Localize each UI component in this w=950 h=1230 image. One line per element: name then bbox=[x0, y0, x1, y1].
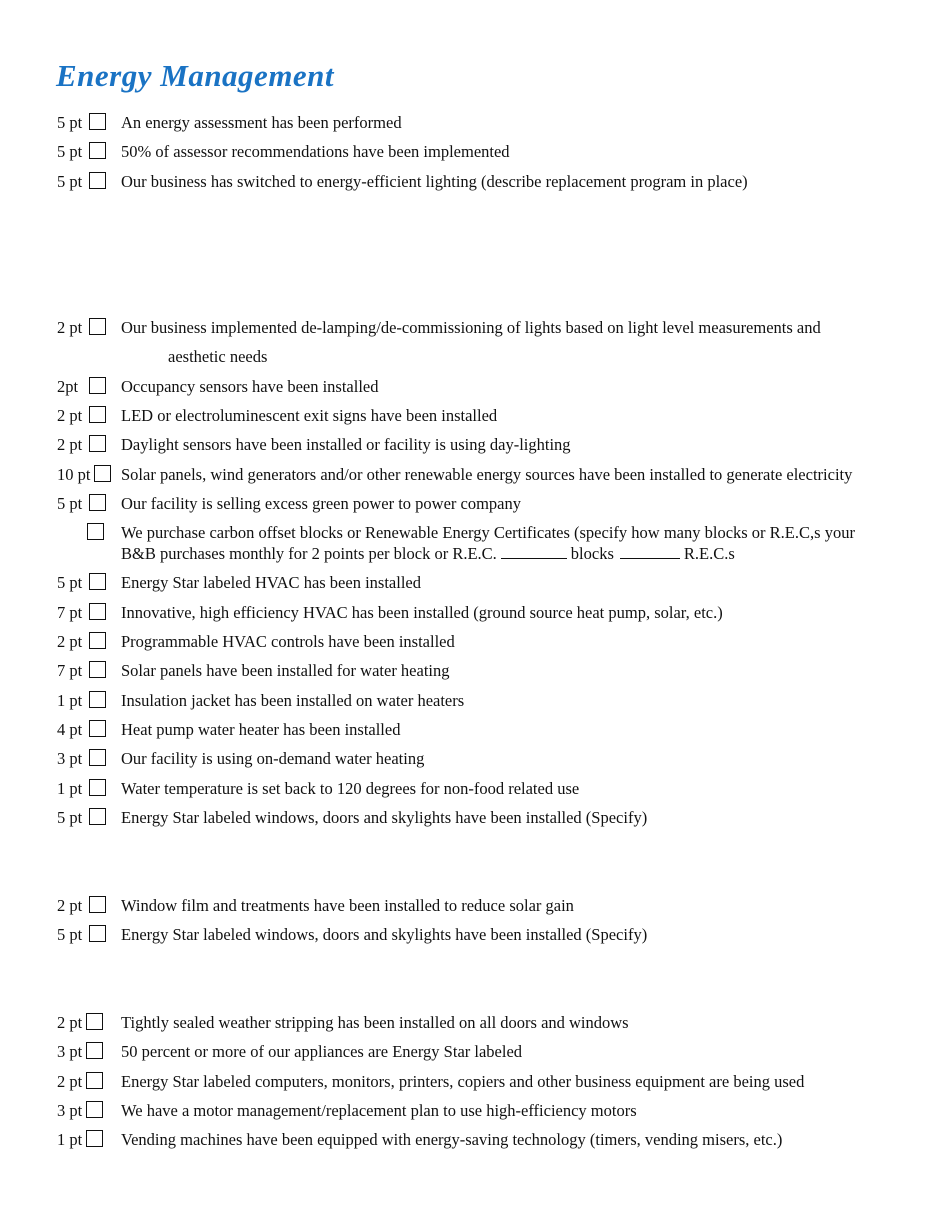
checkbox[interactable] bbox=[89, 749, 106, 766]
points-label: 1 pt bbox=[57, 779, 83, 798]
item-text: Daylight sensors have been installed or facility is using day-lighting bbox=[121, 435, 571, 454]
points-label: 1 pt bbox=[57, 691, 83, 710]
item-text: Vending machines have been equipped with energy-saving technology (timers, vending misers, etc.) bbox=[121, 1130, 783, 1149]
item-text: Energy Star labeled HVAC has been installed bbox=[121, 573, 421, 592]
item-text: An energy assessment has been performed bbox=[121, 113, 402, 132]
checkbox[interactable] bbox=[89, 603, 106, 620]
checkbox[interactable] bbox=[86, 1072, 103, 1089]
checkbox[interactable] bbox=[89, 779, 106, 796]
item-text: 50% of assessor recommendations have been implemented bbox=[121, 142, 510, 161]
item-text: We purchase carbon offset blocks or Renewable Energy Certificates (specify how many blocks or R.E.C,s your bbox=[121, 523, 855, 542]
item-text: Insulation jacket has been installed on water heaters bbox=[121, 691, 465, 710]
checkbox[interactable] bbox=[89, 691, 106, 708]
item-text: Solar panels, wind generators and/or other renewable energy sources have been installed to generate electricity bbox=[121, 465, 853, 484]
checkbox[interactable] bbox=[86, 1101, 103, 1118]
points-label: 2 pt bbox=[57, 1013, 83, 1032]
points-label: 5 pt bbox=[57, 113, 83, 132]
item-text-continuation bbox=[121, 543, 735, 564]
item-text: Energy Star labeled windows, doors and skylights have been installed (Specify) bbox=[121, 808, 648, 827]
checkbox[interactable] bbox=[89, 896, 106, 913]
item-text: Programmable HVAC controls have been installed bbox=[121, 632, 455, 651]
checkbox[interactable] bbox=[89, 661, 106, 678]
points-label: 1 pt bbox=[57, 1130, 83, 1149]
blocks-blank-field[interactable] bbox=[501, 544, 567, 559]
item-text: Our facility is selling excess green power to power company bbox=[121, 494, 522, 513]
checkbox[interactable] bbox=[89, 925, 106, 942]
points-label: 5 pt bbox=[57, 494, 83, 513]
item-text: Water temperature is set back to 120 degrees for non-food related use bbox=[121, 779, 580, 798]
points-label: 10 pt bbox=[57, 465, 91, 484]
points-label: 5 pt bbox=[57, 808, 83, 827]
item-text: Heat pump water heater has been installed bbox=[121, 720, 401, 739]
points-label: 5 pt bbox=[57, 925, 83, 944]
item-text: LED or electroluminescent exit signs have been installed bbox=[121, 406, 498, 425]
checkbox[interactable] bbox=[86, 1013, 103, 1030]
item-text-continuation: aesthetic needs bbox=[168, 347, 268, 366]
points-label: 3 pt bbox=[57, 1101, 83, 1120]
checkbox[interactable] bbox=[89, 172, 106, 189]
item-text: Our facility is using on-demand water heating bbox=[121, 749, 425, 768]
checkbox[interactable] bbox=[87, 523, 104, 540]
item-text: Window film and treatments have been installed to reduce solar gain bbox=[121, 896, 574, 915]
item-text: We have a motor management/replacement plan to use high-efficiency motors bbox=[121, 1101, 637, 1120]
item-text: 50 percent or more of our appliances are Energy Star labeled bbox=[121, 1042, 523, 1061]
item-text: Energy Star labeled windows, doors and skylights have been installed (Specify) bbox=[121, 925, 648, 944]
item-text: Solar panels have been installed for water heating bbox=[121, 661, 450, 680]
points-label: 2 pt bbox=[57, 896, 83, 915]
checkbox[interactable] bbox=[89, 377, 106, 394]
checkbox[interactable] bbox=[89, 318, 106, 335]
points-label: 2 pt bbox=[57, 1072, 83, 1091]
checkbox[interactable] bbox=[89, 720, 106, 737]
points-label: 2 pt bbox=[57, 632, 83, 651]
page-title: Energy Management bbox=[56, 58, 335, 93]
checkbox[interactable] bbox=[89, 406, 106, 423]
recs-label: R.E.C.s bbox=[683, 544, 735, 563]
points-label: 3 pt bbox=[57, 749, 83, 768]
checkbox[interactable] bbox=[86, 1042, 103, 1059]
item-text: Our business has switched to energy-efficient lighting (describe replacement program in place) bbox=[121, 172, 748, 191]
points-label: 5 pt bbox=[57, 172, 83, 191]
item-text: Tightly sealed weather stripping has been installed on all doors and windows bbox=[121, 1013, 629, 1032]
points-label: 7 pt bbox=[57, 603, 83, 622]
points-label: 4 pt bbox=[57, 720, 83, 739]
recs-blank-field[interactable] bbox=[620, 544, 680, 559]
item-text: Occupancy sensors have been installed bbox=[121, 377, 379, 396]
points-label: 2 pt bbox=[57, 406, 83, 425]
points-label: 2 pt bbox=[57, 435, 83, 454]
points-label: 2pt bbox=[57, 377, 79, 396]
points-label: 5 pt bbox=[57, 573, 83, 592]
points-label: 5 pt bbox=[57, 142, 83, 161]
item-text: Innovative, high efficiency HVAC has been installed (ground source heat pump, solar, etc.) bbox=[121, 603, 723, 622]
checkbox[interactable] bbox=[89, 435, 106, 452]
checkbox[interactable] bbox=[89, 494, 106, 511]
checkbox[interactable] bbox=[89, 808, 106, 825]
points-label: 2 pt bbox=[57, 318, 83, 337]
item-text: Our business implemented de-lamping/de-commissioning of lights based on light level measurements and bbox=[121, 318, 821, 337]
item-text: Energy Star labeled computers, monitors, printers, copiers and other business equipment are being used bbox=[121, 1072, 805, 1091]
continuation-text: B&B purchases monthly for 2 points per block or R.E.C. bbox=[121, 544, 497, 563]
checkbox[interactable] bbox=[94, 465, 111, 482]
blocks-label: blocks bbox=[570, 544, 614, 563]
points-label: 7 pt bbox=[57, 661, 83, 680]
checkbox[interactable] bbox=[89, 142, 106, 159]
checkbox[interactable] bbox=[89, 113, 106, 130]
checkbox[interactable] bbox=[89, 573, 106, 590]
checkbox[interactable] bbox=[86, 1130, 103, 1147]
points-label: 3 pt bbox=[57, 1042, 83, 1061]
checkbox[interactable] bbox=[89, 632, 106, 649]
